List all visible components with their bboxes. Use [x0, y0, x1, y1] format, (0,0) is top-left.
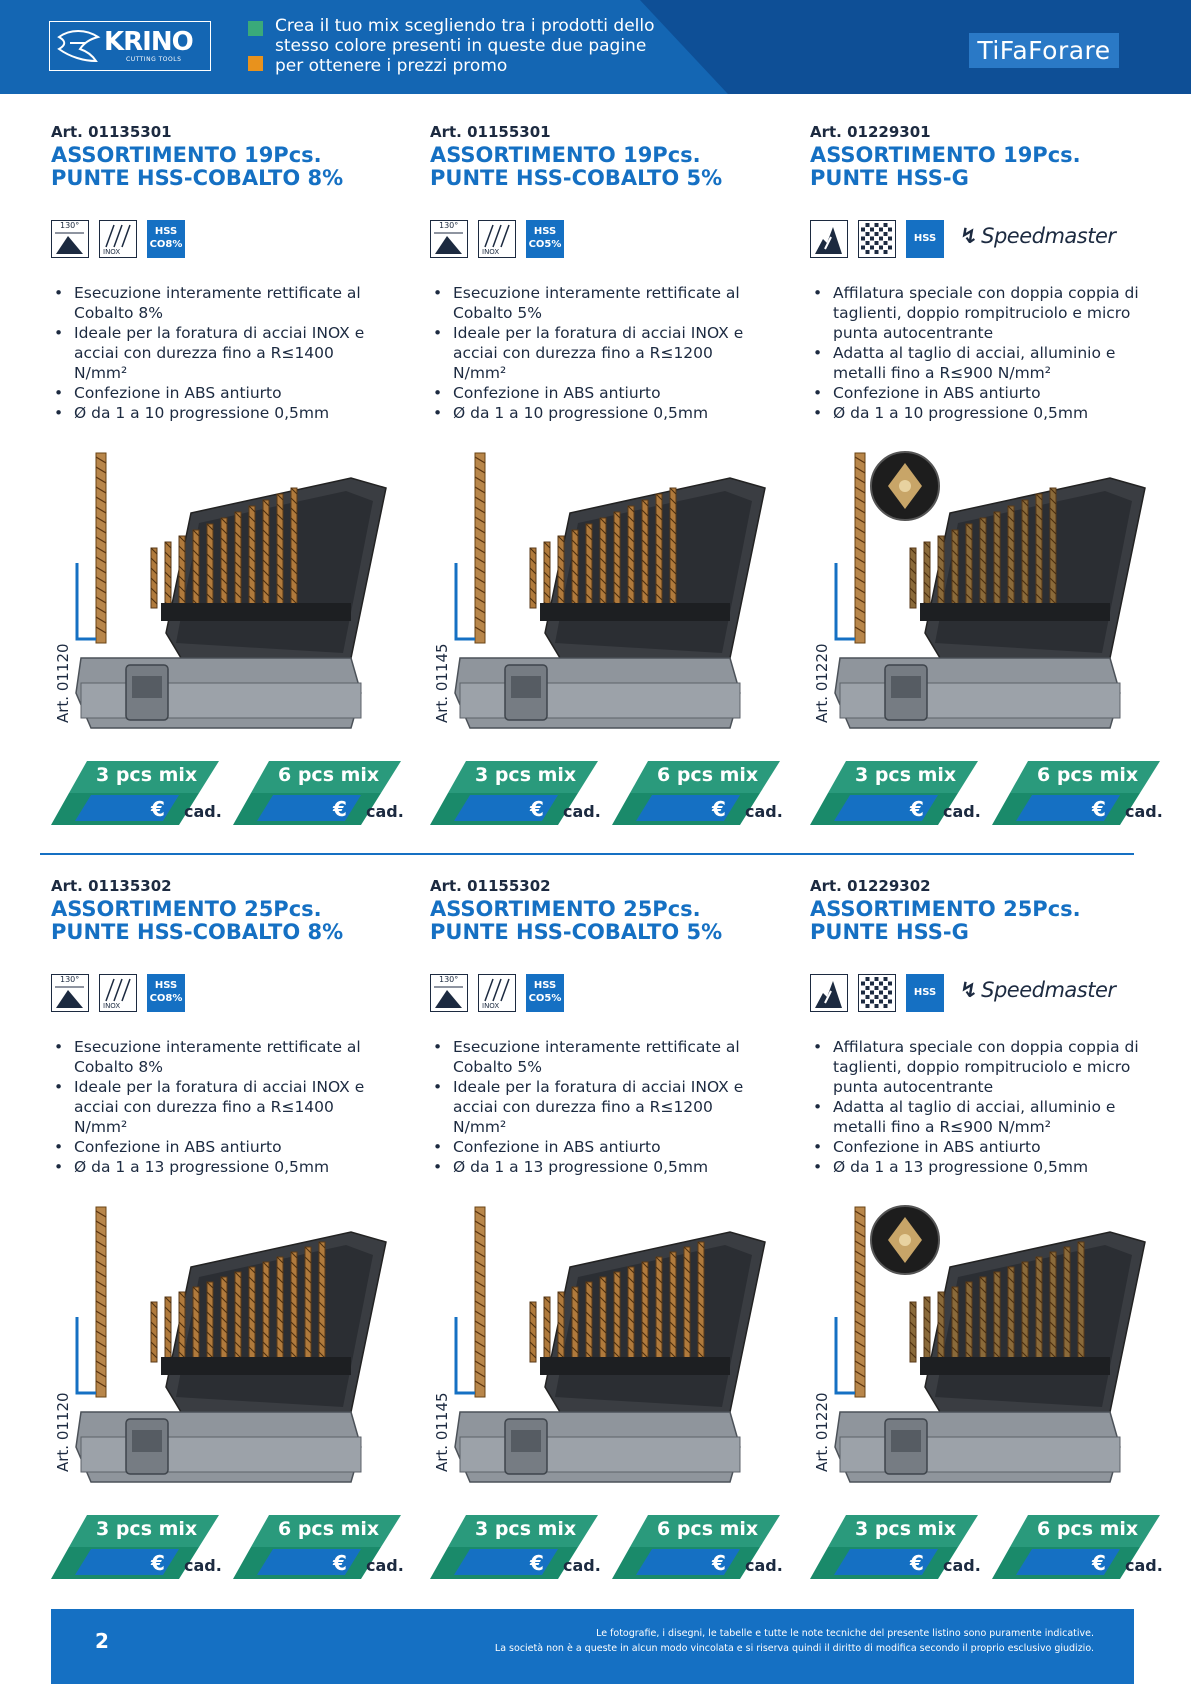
krino-logo	[49, 21, 211, 71]
feature-item: • Confezione in ABS antiurto	[810, 383, 1150, 403]
inox-label: INOX	[103, 1002, 121, 1010]
green-square-icon	[248, 21, 263, 36]
product-title-line-2: PUNTE HSS-COBALTO 8%	[51, 166, 344, 190]
product-title-line-2: PUNTE HSS-G	[810, 920, 969, 944]
feature-list	[430, 283, 770, 423]
speedmaster-icon: ↯	[960, 978, 978, 1002]
feature-item: • Affilatura speciale con doppia coppia di taglienti, doppio rompitruciolo e micro punta autocentrante	[810, 1037, 1150, 1097]
cobalt-label: CO5%	[528, 239, 562, 250]
product-title-line-2: PUNTE HSS-COBALTO 5%	[430, 166, 723, 190]
feature-item: • Adatta al taglio di acciai, alluminio e metalli fino a R≤900 N/mm²	[810, 343, 1150, 383]
euro-symbol: €	[530, 1551, 544, 1575]
product-title-line-1: ASSORTIMENTO 25Pcs.	[810, 897, 1081, 921]
euro-symbol: €	[712, 797, 726, 821]
product-image-area	[51, 443, 401, 753]
hss-badge-icon: HSS	[906, 220, 944, 258]
hss-label: HSS	[154, 226, 178, 237]
cad-label: cad.	[563, 802, 601, 821]
drill-angle-icon	[51, 974, 89, 1012]
cad-label: cad.	[745, 802, 783, 821]
price-row	[810, 1515, 1163, 1581]
logo-subtext: CUTTING TOOLS	[126, 56, 182, 63]
cad-label: cad.	[943, 802, 981, 821]
speedmaster-logo	[960, 978, 1116, 1002]
drill-angle-icon	[51, 220, 89, 258]
single-drill-article: Art. 01220	[813, 643, 831, 723]
hss-cobalt-badge-icon	[526, 220, 564, 258]
material-pattern-icon	[858, 974, 896, 1012]
hss-cobalt-badge-icon	[147, 974, 185, 1012]
euro-symbol: €	[1092, 797, 1106, 821]
inox-label: INOX	[103, 248, 121, 256]
product-card	[51, 123, 404, 843]
hss-cobalt-badge-icon	[147, 220, 185, 258]
speedmaster-text: Speedmaster	[981, 224, 1116, 248]
drill-angle-icon	[430, 220, 468, 258]
price-badge-mix3	[810, 761, 985, 827]
price-row	[430, 761, 783, 827]
euro-symbol: €	[151, 797, 165, 821]
mix-label: 6 pcs mix	[1037, 1518, 1139, 1540]
feature-item: • Ideale per la foratura di acciai INOX e acciai con durezza fino a R≤1400 N/mm²	[51, 1077, 391, 1137]
product-title-line-2: PUNTE HSS-G	[810, 166, 969, 190]
product-image-area	[810, 1197, 1160, 1507]
point-geometry-icon	[810, 220, 848, 258]
feature-item: • Esecuzione interamente rettificate al Cobalto 8%	[51, 1037, 391, 1077]
single-drill-article: Art. 01220	[813, 1392, 831, 1472]
feature-list	[430, 1037, 770, 1177]
cad-label: cad.	[745, 1556, 783, 1575]
cad-label: cad.	[1125, 802, 1163, 821]
logo-text: KRINO	[104, 27, 193, 57]
inox-label: INOX	[482, 248, 500, 256]
feature-item: • Esecuzione interamente rettificate al Cobalto 8%	[51, 283, 391, 323]
feature-item: • Confezione in ABS antiurto	[810, 1137, 1150, 1157]
single-drill-article: Art. 01120	[54, 643, 72, 723]
feature-item: • Esecuzione interamente rettificate al Cobalto 5%	[430, 283, 770, 323]
product-title-line-2: PUNTE HSS-COBALTO 5%	[430, 920, 723, 944]
feature-list	[51, 1037, 391, 1177]
feature-symbols	[430, 974, 780, 1012]
material-pattern-icon	[858, 220, 896, 258]
legend-line-2: stesso colore presenti in queste due pagine	[275, 36, 647, 56]
feature-item: • Ø da 1 a 13 progressione 0,5mm	[430, 1157, 770, 1177]
cad-label: cad.	[184, 802, 222, 821]
inox-label: INOX	[482, 1002, 500, 1010]
inox-icon	[478, 220, 516, 258]
price-badge-mix6	[992, 1515, 1167, 1581]
disclaimer	[495, 1626, 1094, 1656]
feature-symbols	[430, 220, 780, 258]
angle-label: 130°	[60, 975, 80, 984]
cad-label: cad.	[184, 1556, 222, 1575]
euro-symbol: €	[530, 797, 544, 821]
mix-label: 3 pcs mix	[475, 764, 577, 786]
feature-item: • Affilatura speciale con doppia coppia di taglienti, doppio rompitruciolo e micro punta autocentrante	[810, 283, 1150, 343]
product-card	[810, 123, 1163, 843]
mix-label: 6 pcs mix	[657, 1518, 759, 1540]
mix-label: 6 pcs mix	[657, 764, 759, 786]
orange-square-icon	[248, 56, 263, 71]
price-badge-mix6	[233, 1515, 408, 1581]
feature-item: • Ø da 1 a 13 progressione 0,5mm	[810, 1157, 1150, 1177]
product-title	[430, 144, 722, 190]
angle-label: 130°	[439, 975, 459, 984]
point-geometry-icon	[810, 974, 848, 1012]
product-card	[430, 123, 783, 843]
feature-item: • Adatta al taglio di acciai, alluminio e metalli fino a R≤900 N/mm²	[810, 1097, 1150, 1137]
legend-line-1: Crea il tuo mix scegliendo tra i prodotti dello	[275, 16, 655, 36]
feature-item: • Ideale per la foratura di acciai INOX e acciai con durezza fino a R≤1400 N/mm²	[51, 323, 391, 383]
product-title	[51, 898, 343, 944]
hss-label: HSS	[533, 226, 557, 237]
feature-item: • Confezione in ABS antiurto	[51, 1137, 391, 1157]
mix-label: 6 pcs mix	[1037, 764, 1139, 786]
page-number: 2	[95, 1629, 109, 1653]
price-row	[810, 761, 1163, 827]
feature-item: • Ideale per la foratura di acciai INOX e acciai con durezza fino a R≤1200 N/mm²	[430, 1077, 770, 1137]
price-badge-mix3	[430, 1515, 605, 1581]
feature-symbols	[810, 220, 1160, 258]
cad-label: cad.	[366, 802, 404, 821]
mix-label: 3 pcs mix	[855, 764, 957, 786]
legend-line-3: per ottenere i prezzi promo	[275, 56, 508, 76]
single-drill-article: Art. 01145	[433, 1392, 451, 1472]
euro-symbol: €	[910, 797, 924, 821]
feature-item: • Confezione in ABS antiurto	[430, 1137, 770, 1157]
product-image-area	[51, 1197, 401, 1507]
feature-list	[810, 283, 1150, 423]
fish-logo-icon	[56, 27, 102, 65]
price-row	[51, 761, 404, 827]
price-badge-mix6	[612, 761, 787, 827]
article-code: Art. 01155301	[430, 123, 551, 141]
product-image-area	[430, 1197, 780, 1507]
price-row	[430, 1515, 783, 1581]
hss-cobalt-badge-icon	[526, 974, 564, 1012]
product-card	[51, 877, 404, 1597]
euro-symbol: €	[1092, 1551, 1106, 1575]
feature-item: • Ø da 1 a 10 progressione 0,5mm	[430, 403, 770, 423]
product-title-line-1: ASSORTIMENTO 19Pcs.	[51, 143, 322, 167]
feature-symbols	[51, 974, 401, 1012]
inox-icon	[99, 220, 137, 258]
price-badge-mix6	[233, 761, 408, 827]
angle-label: 130°	[60, 221, 80, 230]
hss-label: HSS	[533, 980, 557, 991]
article-code: Art. 01135301	[51, 123, 172, 141]
single-drill-article: Art. 01120	[54, 1392, 72, 1472]
price-badge-mix3	[51, 761, 226, 827]
product-image-area	[430, 443, 780, 753]
product-card	[810, 877, 1163, 1597]
mix-label: 3 pcs mix	[475, 1518, 577, 1540]
euro-symbol: €	[333, 797, 347, 821]
euro-symbol: €	[151, 1551, 165, 1575]
mix-label: 3 pcs mix	[855, 1518, 957, 1540]
brand-badge: TiFaForare	[969, 33, 1119, 68]
feature-item: • Ideale per la foratura di acciai INOX e acciai con durezza fino a R≤1200 N/mm²	[430, 323, 770, 383]
row-separator	[40, 853, 1134, 855]
cad-label: cad.	[1125, 1556, 1163, 1575]
cobalt-label: CO5%	[528, 993, 562, 1004]
product-title-line-1: ASSORTIMENTO 25Pcs.	[51, 897, 322, 921]
speedmaster-text: Speedmaster	[981, 978, 1116, 1002]
product-title	[51, 144, 343, 190]
angle-label: 130°	[439, 221, 459, 230]
cad-label: cad.	[563, 1556, 601, 1575]
euro-symbol: €	[910, 1551, 924, 1575]
feature-item: • Ø da 1 a 10 progressione 0,5mm	[51, 403, 391, 423]
feature-item: • Confezione in ABS antiurto	[430, 383, 770, 403]
article-code: Art. 01229301	[810, 123, 931, 141]
feature-item: • Esecuzione interamente rettificate al Cobalto 5%	[430, 1037, 770, 1077]
price-badge-mix3	[810, 1515, 985, 1581]
product-title	[810, 144, 1081, 190]
product-title	[810, 898, 1081, 944]
mix-label: 6 pcs mix	[278, 1518, 380, 1540]
article-code: Art. 01229302	[810, 877, 931, 895]
feature-item: • Ø da 1 a 10 progressione 0,5mm	[810, 403, 1150, 423]
product-title-line-1: ASSORTIMENTO 25Pcs.	[430, 897, 701, 921]
product-image-area	[810, 443, 1160, 753]
feature-list	[810, 1037, 1150, 1177]
cad-label: cad.	[943, 1556, 981, 1575]
price-row	[51, 1515, 404, 1581]
page-footer	[51, 1609, 1134, 1684]
mix-label: 6 pcs mix	[278, 764, 380, 786]
price-badge-mix6	[992, 761, 1167, 827]
product-title-line-2: PUNTE HSS-COBALTO 8%	[51, 920, 344, 944]
disclaimer-line-2: La società non è a queste in alcun modo vincolata e si riserva quindi il diritto di modifica secondo il proprio esclusivo giudizio.	[494, 1643, 1094, 1654]
page-header	[0, 0, 1191, 94]
product-title-line-1: ASSORTIMENTO 19Pcs.	[430, 143, 701, 167]
speedmaster-logo	[960, 224, 1116, 248]
cad-label: cad.	[366, 1556, 404, 1575]
price-badge-mix6	[612, 1515, 787, 1581]
cobalt-label: CO8%	[149, 239, 183, 250]
inox-icon	[99, 974, 137, 1012]
speedmaster-icon: ↯	[960, 224, 978, 248]
mix-label: 3 pcs mix	[96, 764, 198, 786]
euro-symbol: €	[333, 1551, 347, 1575]
price-badge-mix3	[51, 1515, 226, 1581]
feature-symbols	[810, 974, 1160, 1012]
inox-icon	[478, 974, 516, 1012]
hss-badge-icon: HSS	[906, 974, 944, 1012]
cobalt-label: CO8%	[149, 993, 183, 1004]
product-title-line-1: ASSORTIMENTO 19Pcs.	[810, 143, 1081, 167]
mix-label: 3 pcs mix	[96, 1518, 198, 1540]
feature-list	[51, 283, 391, 423]
product-card	[430, 877, 783, 1597]
feature-item: • Ø da 1 a 13 progressione 0,5mm	[51, 1157, 391, 1177]
article-code: Art. 01135302	[51, 877, 172, 895]
drill-angle-icon	[430, 974, 468, 1012]
product-title	[430, 898, 722, 944]
feature-symbols	[51, 220, 401, 258]
disclaimer-line-1: Le fotografie, i disegni, le tabelle e tutte le note tecniche del presente listino sono puramente indicative.	[596, 1628, 1094, 1639]
feature-item: • Confezione in ABS antiurto	[51, 383, 391, 403]
price-badge-mix3	[430, 761, 605, 827]
single-drill-article: Art. 01145	[433, 643, 451, 723]
article-code: Art. 01155302	[430, 877, 551, 895]
euro-symbol: €	[712, 1551, 726, 1575]
hss-label: HSS	[154, 980, 178, 991]
